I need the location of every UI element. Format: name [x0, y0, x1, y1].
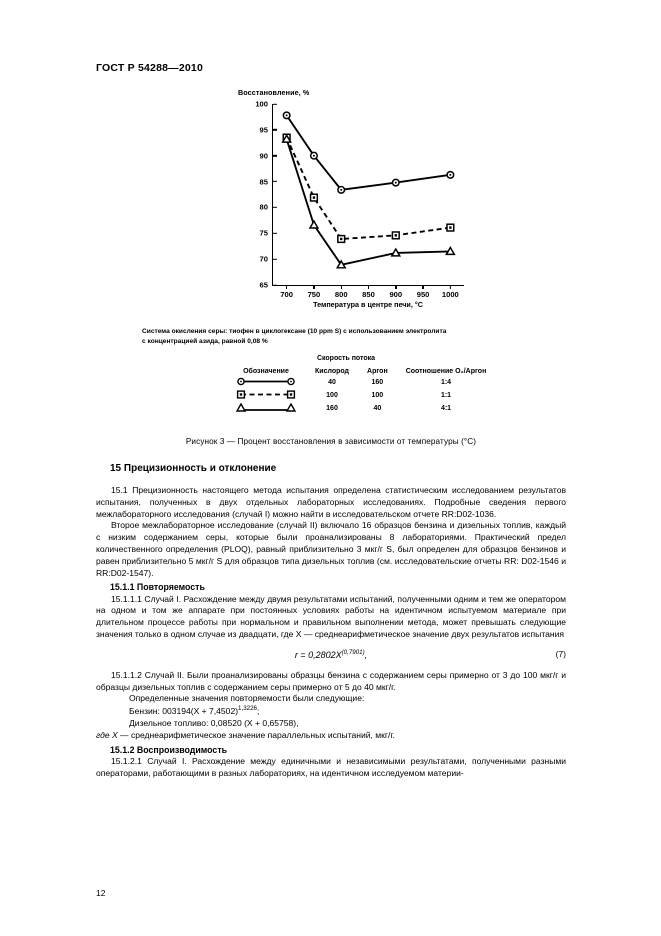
legend-oxygen-value: 40 — [328, 379, 336, 387]
y-tick-75: 75 — [260, 229, 273, 238]
legend-symbol-circle-icon — [226, 376, 306, 389]
document-header: ГОСТ Р 54288—2010 — [96, 62, 204, 74]
x-tick-850: 850 — [362, 285, 375, 299]
legend-argon-value: 160 — [371, 379, 384, 387]
legend-row — [226, 389, 495, 402]
paragraph-15-1b: Второе межлабораторное исследование (случай II) включало 16 образцов бензина и дизельных топлив, каждый с низким содержанием серы, которые были проанализированы 8 лабораториями. Практический предел количественного определения (PLOQ), равный приблизительно 3 мкг/г S, был определен для образцов бензинов и равен приблизительно 5 мкг/г S для образцов типа дизельных топлив (см. исследовательские отчеты RR: D02-1546 и RR:D02-1547). — [96, 520, 566, 578]
x-tick-750: 750 — [308, 285, 321, 299]
x-tick-800: 800 — [335, 285, 348, 299]
legend-col-ratio: Соотношение O₂/Аргон — [405, 367, 487, 375]
paragraph-diesel-formula: Дизельное топливо: 0,08520 (X + 0,65758), — [129, 717, 299, 728]
legend-oxygen-value: 160 — [326, 405, 338, 413]
legend-ratio-value: 1:1 — [440, 392, 452, 400]
paragraph-15-1-1-2: 15.1.1.2 Случай II. Были проанализированы образцы бензина с содержанием серы примерно от 3 до 100 мкг/г и образцы дизельных топлив с содержанием серы примерно от 5 до 40 мкг/г. — [96, 669, 566, 692]
formula-row-7 — [96, 649, 566, 662]
paragraph-where-x — [96, 730, 566, 742]
x-tick-1000: 1000 — [442, 285, 459, 299]
paragraph-15-1-2-1: 15.1.2.1 Случай I. Расхождение между единичными и независимыми результатами, полученными разными операторами, работающими в разных лабораториях, на идентичном исследуемом материи- — [96, 755, 566, 778]
figure-legend-table — [226, 366, 495, 415]
y-tick-95: 95 — [260, 125, 273, 134]
legend-symbol-square-icon — [226, 389, 306, 402]
legend-row — [226, 402, 495, 415]
legend-row — [226, 376, 495, 389]
legend-argon-value: 100 — [371, 392, 384, 400]
legend-col-symbol: Обозначение — [243, 367, 289, 375]
chart-x-axis-label: Температура в центре печи, °С — [313, 300, 423, 309]
y-tick-90: 90 — [260, 151, 273, 160]
legend-col-oxygen: Кислород — [315, 367, 350, 375]
legend-ratio-value: 4:1 — [440, 405, 452, 413]
y-tick-100: 100 — [255, 100, 273, 109]
section-15-1-2-heading: 15.1.2 Воспроизводимость — [110, 744, 228, 755]
figure-caption: Рисунок 3 — Процент восстановления в зависимости от температуры (°С) — [185, 437, 477, 447]
formula-tail: , — [364, 649, 368, 660]
paragraph-benzin-formula — [96, 705, 566, 718]
section-15-1-1-heading: 15.1.1 Повторяемость — [110, 582, 205, 593]
formula-exponent: (0,7901) — [341, 648, 365, 656]
legend-oxygen-value: 100 — [326, 392, 338, 400]
paragraph-values-intro: Определенные значения повторяемости были следующие: — [129, 693, 365, 704]
document-body — [96, 448, 566, 779]
y-tick-80: 80 — [260, 203, 273, 212]
where-x-post: — среднеарифметическое значение параллельных испытаний, мкг/г. — [117, 729, 395, 740]
x-tick-900: 900 — [389, 285, 402, 299]
section-15-heading: 15 Прецизионность и отклонение — [110, 463, 277, 474]
formula-number: (7) — [555, 648, 566, 659]
legend-flow-title: Скорость потока — [316, 355, 376, 363]
y-tick-65: 65 — [260, 281, 273, 290]
chart-plot-area — [255, 99, 464, 299]
formula-repeatability — [295, 650, 367, 660]
benzin-formula-exp: 1,3226 — [238, 705, 257, 713]
benzin-formula-post: ; — [256, 706, 260, 717]
x-tick-950: 950 — [417, 285, 430, 299]
figure-system-note — [96, 327, 566, 346]
x-tick-700: 700 — [280, 285, 293, 299]
legend-symbol-triangle-icon — [226, 402, 306, 415]
paragraph-15-1-1-1: 15.1.1.1 Случай I. Расхождение между двумя результатами испытаний, полученными одним и тем же оператором на одном и том же аппарате при постоянных условиях работы на идентичном испытуемом материале при длительном процессе работы при нормальном и правильном выполнении метода, может превышать следующие значения только в одном случае из двадцати, где X — среднеарифметическое значение двух результатов испытания — [96, 593, 566, 640]
paragraph-15-1: 15.1 Прецизионность настоящего метода испытания определена статистическим исследованием результатов испытания, полученных в двух отдельных лабораторных исследованиях. Подробные сведения первого межлабораторного исследования (случай I) можно найти в исследовательском отчете RR:D02-1036. — [96, 484, 566, 519]
legend-argon-value: 40 — [373, 405, 382, 413]
page-number: 12 — [96, 888, 106, 898]
figure-system-note-line2: с концентрацией азида, равной 0,08 % — [142, 337, 268, 345]
legend-col-argon: Аргон — [367, 367, 388, 375]
where-x-pre: где X — [96, 729, 118, 740]
figure-system-note-line1: Система окисления серы: тиофен в циклогексане (10 ppm S) с использованием электролита — [142, 328, 447, 335]
chart-series-svg — [273, 104, 464, 285]
y-tick-70: 70 — [260, 255, 273, 264]
legend-header-row — [226, 366, 495, 376]
chart-y-axis-label: Восстановление, % — [238, 88, 310, 97]
chart-container — [96, 88, 566, 323]
formula-lhs: r = 0,2802X — [294, 649, 342, 660]
legend-ratio-value: 1:4 — [440, 379, 452, 387]
y-tick-85: 85 — [260, 177, 273, 186]
figure-3 — [96, 88, 566, 446]
benzin-formula-pre: Бензин: 003194(X + 7,4502) — [129, 706, 239, 717]
